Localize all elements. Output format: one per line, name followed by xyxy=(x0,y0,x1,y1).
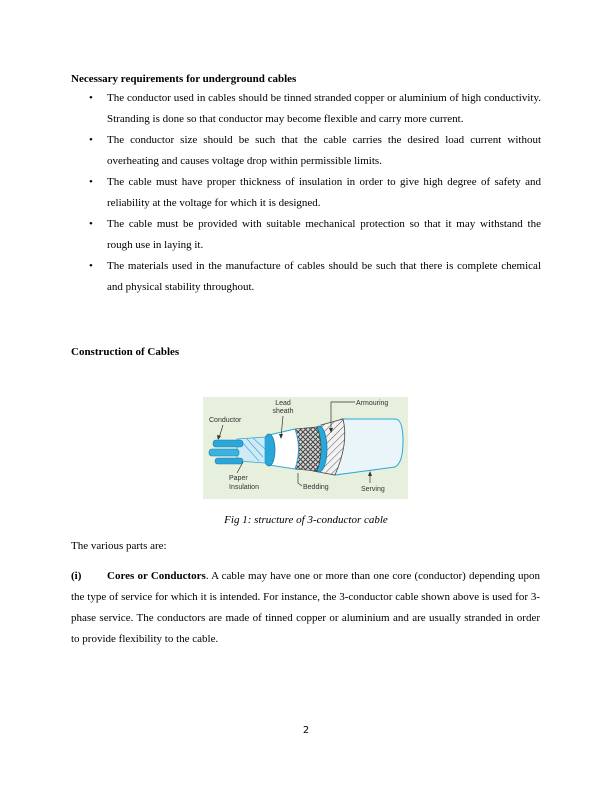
list-item-text: The materials used in the manufacture of cables should be such that there is complete chemical and physical stability throughout. xyxy=(107,260,541,293)
paragraph-term: Cores or Conductors xyxy=(107,570,206,582)
list-item xyxy=(71,172,541,214)
section-heading-requirements: Necessary requirements for underground cables xyxy=(71,73,297,85)
list-item-text: The cable must have proper thickness of insulation in order to give high degree of safety and reliability at the voltage for which it is designed. xyxy=(107,176,541,209)
label-bedding: Bedding xyxy=(303,484,329,491)
label-sheath: sheath xyxy=(272,408,294,415)
label-armouring: Armouring xyxy=(356,400,389,407)
paragraph-number: (i) xyxy=(71,570,82,582)
serving-layer xyxy=(335,419,403,475)
bullet: • xyxy=(89,176,93,188)
paragraph-text: . A cable may have one or more than one core (conductor) depending upon the type of service for which it is intended. For instance, the 3-conductor cable shown above is used for 3-phase service. The conductors are made of tinned copper or aluminium and are usually stranded in order to provide flexibility to the cable. xyxy=(71,570,540,645)
label-conductor: Conductor xyxy=(209,417,242,424)
cable-structure-figure xyxy=(203,397,408,499)
list-item-text: The conductor size should be such that the cable carries the desired load current without overheating and causes voltage drop within permissible limits. xyxy=(107,134,541,167)
requirements-list xyxy=(71,88,541,298)
list-item xyxy=(71,256,541,298)
page-number: 2 xyxy=(302,725,310,736)
label-lead: Lead xyxy=(275,400,291,407)
bullet: • xyxy=(89,134,93,146)
list-item xyxy=(71,130,541,172)
list-item-text: The cable must be provided with suitable mechanical protection so that it may withstand the rough use in laying it. xyxy=(107,218,541,251)
list-item xyxy=(71,214,541,256)
intro-text: The various parts are: xyxy=(71,540,167,552)
bullet: • xyxy=(89,260,93,272)
paragraph-cores xyxy=(71,566,540,650)
conductor-3 xyxy=(215,458,243,464)
bullet: • xyxy=(89,92,93,104)
list-item xyxy=(71,88,541,130)
label-paper: Paper xyxy=(229,475,248,482)
bullet: • xyxy=(89,218,93,230)
conductor-2 xyxy=(209,449,239,456)
label-serving: Serving xyxy=(361,486,385,493)
figure-caption: Fig 1: structure of 3-conductor cable xyxy=(224,514,388,526)
label-insulation: Insulation xyxy=(229,484,259,491)
conductor-1 xyxy=(213,440,243,447)
list-item-text: The conductor used in cables should be tinned stranded copper or aluminium of high conductivity. Stranding is done so that conductor may become flexible and carry more current. xyxy=(107,92,541,125)
section-heading-construction: Construction of Cables xyxy=(71,346,180,358)
